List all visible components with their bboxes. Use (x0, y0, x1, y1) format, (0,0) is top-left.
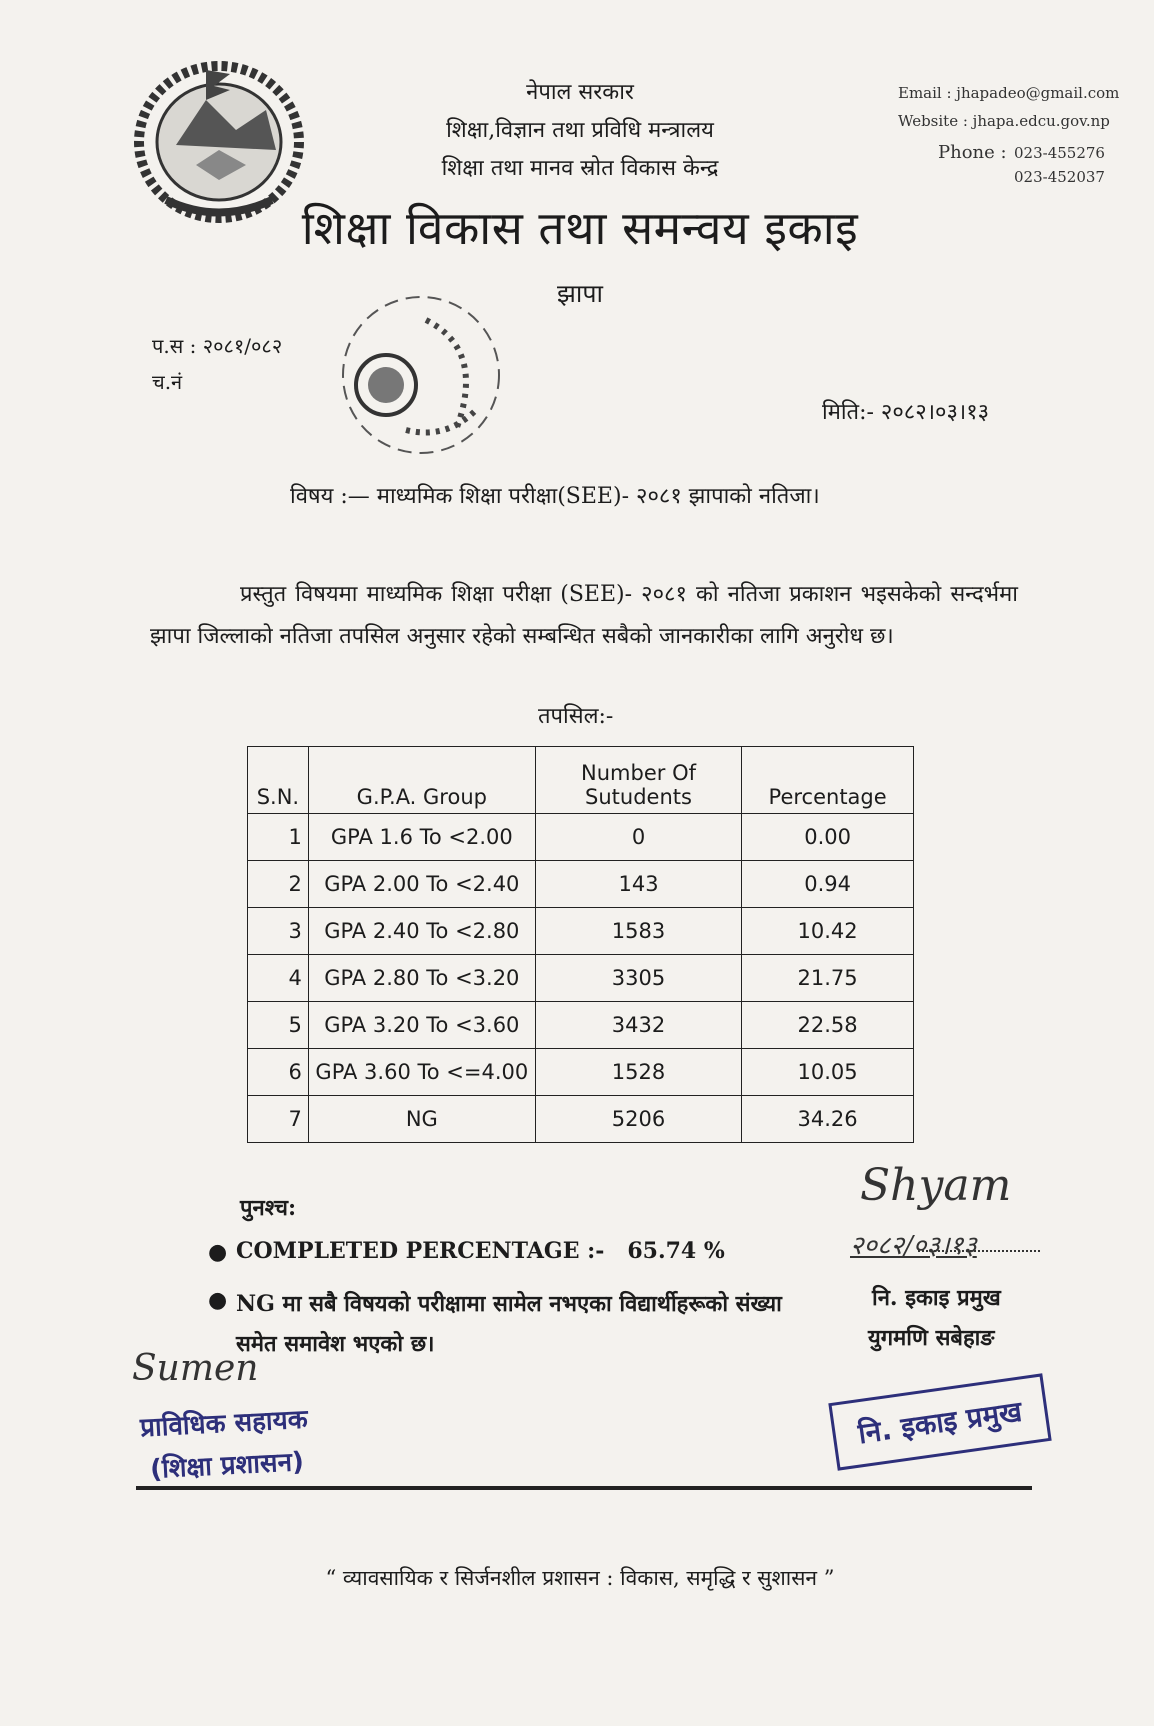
contact-phone-2: 023-452037 (1014, 168, 1105, 186)
reference-cn: च.नं (152, 370, 183, 394)
signature-dotted-line (918, 1250, 1040, 1252)
header-government: नेपाल सरकार (526, 80, 634, 105)
cell-gpa-group: GPA 3.20 To <3.60 (308, 1002, 535, 1049)
cell-sn: 6 (248, 1049, 309, 1096)
subject-line: विषय :— माध्यमिक शिक्षा परीक्षा(SEE)- २०८१ झापाको नतिजा। (290, 484, 820, 509)
contact-website: Website : jhapa.edcu.gov.np (898, 112, 1110, 130)
cell-students: 1583 (535, 908, 741, 955)
cell-sn: 3 (248, 908, 309, 955)
cell-sn: 1 (248, 814, 309, 861)
footer-divider (136, 1486, 1032, 1490)
header-sn: S.N. (248, 747, 309, 814)
header-percentage: Percentage (742, 747, 914, 814)
cell-gpa-group: GPA 2.40 To <2.80 (308, 908, 535, 955)
header-office-title: शिक्षा विकास तथा समन्वय इकाइ (301, 201, 859, 255)
cell-percentage: 21.75 (742, 955, 914, 1002)
table-row (248, 861, 914, 908)
cell-percentage: 10.42 (742, 908, 914, 955)
cell-gpa-group: GPA 2.80 To <3.20 (308, 955, 535, 1002)
completed-percentage: COMPLETED PERCENTAGE :- 65.74 % (236, 1238, 725, 1264)
bullet-icon: ● (208, 1288, 228, 1313)
footnote-label: पुनश्च: (240, 1195, 297, 1221)
cell-percentage: 0.94 (742, 861, 914, 908)
signatory-title: नि. इकाइ प्रमुख (872, 1285, 1001, 1311)
cell-sn: 2 (248, 861, 309, 908)
signatory-name: युगमणि सबेहाङ (868, 1325, 995, 1351)
signature-date: २०८२/०३।१३ (850, 1231, 977, 1261)
header-ministry: शिक्षा,विज्ञान तथा प्रविधि मन्त्रालय (446, 118, 714, 143)
cell-students: 3305 (535, 955, 741, 1002)
table-row (248, 1049, 914, 1096)
header-center: शिक्षा तथा मानव स्रोत विकास केन्द्र (441, 156, 719, 181)
signature-left: Sumen (132, 1348, 259, 1389)
assistant-title: प्राविधिक सहायक (139, 1404, 309, 1444)
contact-email: Email : jhapadeo@gmail.com (898, 84, 1120, 102)
assistant-dept: (शिक्षा प्रशासन) (149, 1446, 305, 1486)
table-row (248, 908, 914, 955)
office-head-stamp: नि. इकाइ प्रमुख (828, 1373, 1051, 1470)
header-gpa-group: G.P.A. Group (308, 747, 535, 814)
cell-gpa-group: NG (308, 1096, 535, 1143)
bullet-icon: ● (208, 1240, 228, 1265)
header-number-of-students: Number Of Sutudents (535, 747, 741, 814)
tapsil-label: तपसिल:- (538, 704, 614, 729)
cell-sn: 7 (248, 1096, 309, 1143)
cell-students: 3432 (535, 1002, 741, 1049)
contact-phone-label: Phone : (938, 142, 1007, 163)
contact-phone-1: 023-455276 (1014, 144, 1105, 162)
letter-date: मिति:- २०८२।०३।१३ (822, 400, 990, 425)
table-row (248, 814, 914, 861)
cell-students: 5206 (535, 1096, 741, 1143)
office-round-stamp-icon (336, 290, 506, 460)
cell-percentage: 34.26 (742, 1096, 914, 1143)
cell-sn: 4 (248, 955, 309, 1002)
results-table (247, 746, 914, 1143)
cell-students: 143 (535, 861, 741, 908)
reference-ps: प.स : २०८१/०८२ (152, 334, 283, 358)
table-row (248, 1002, 914, 1049)
cell-students: 1528 (535, 1049, 741, 1096)
footer-motto: “ व्यावसायिक र सिर्जनशील प्रशासन : विकास, समृद्धि र सुशासन ” (325, 1566, 835, 1590)
table-header-row (248, 747, 914, 814)
cell-gpa-group: GPA 1.6 To <2.00 (308, 814, 535, 861)
body-paragraph: प्रस्तुत विषयमा माध्यमिक शिक्षा परीक्षा (SEE)- २०८१ को नतिजा प्रकाशन भइसकेको सन्दर्भमा झापा जिल्लाको नतिजा तपसिल अनुसार रहेको सम्बन्धित सबैको जानकारीका लागि अनुरोध छ। (150, 582, 1018, 649)
ng-note: NG मा सबै विषयको परीक्षामा सामेल नभएका विद्यार्थीहरूको संख्या समेत समावेश भएको छ। (236, 1291, 782, 1357)
cell-percentage: 22.58 (742, 1002, 914, 1049)
cell-students: 0 (535, 814, 741, 861)
signature-right: Shyam (860, 1160, 1012, 1211)
header-district: झापा (556, 279, 604, 308)
table-row (248, 955, 914, 1002)
cell-percentage: 0.00 (742, 814, 914, 861)
table-row (248, 1096, 914, 1143)
cell-gpa-group: GPA 3.60 To <=4.00 (308, 1049, 535, 1096)
cell-sn: 5 (248, 1002, 309, 1049)
cell-gpa-group: GPA 2.00 To <2.40 (308, 861, 535, 908)
cell-percentage: 10.05 (742, 1049, 914, 1096)
